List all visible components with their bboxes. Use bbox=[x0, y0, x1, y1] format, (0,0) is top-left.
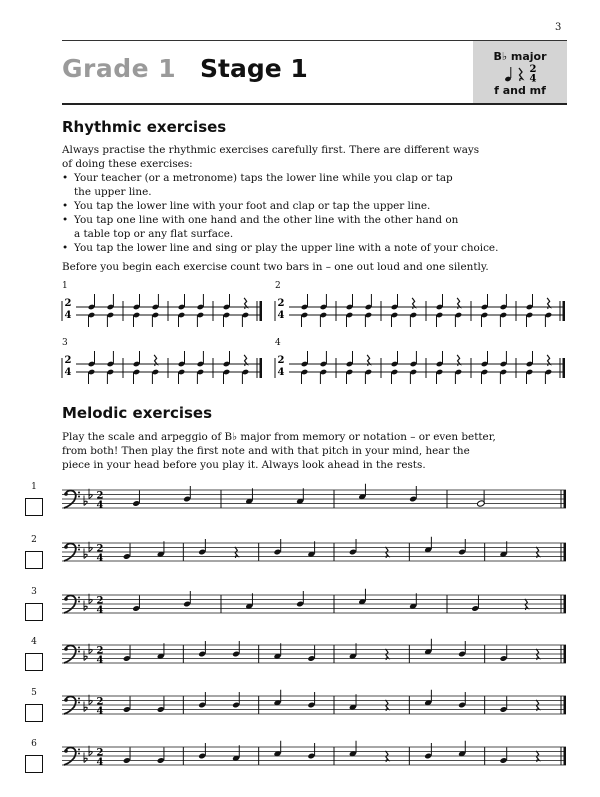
crotchet-rest bbox=[244, 298, 247, 309]
crotchet-rest bbox=[457, 298, 460, 309]
final-barline-thick bbox=[564, 747, 567, 765]
bullet-item: • You tap the lower line and sing or play the upper line with a note of your choice. bbox=[62, 241, 562, 255]
time-signature-numerator: 2 bbox=[96, 696, 104, 708]
crotchet-rest bbox=[547, 298, 550, 309]
key-box-time-sig-top: 2 bbox=[529, 64, 537, 75]
practice-checkbox[interactable] bbox=[25, 551, 43, 569]
final-barline-thick bbox=[260, 301, 263, 321]
time-signature-denominator: 4 bbox=[64, 310, 72, 321]
flat-body bbox=[89, 547, 92, 551]
flat-body bbox=[89, 751, 92, 755]
crotchet-rest bbox=[457, 355, 460, 366]
rhythmic-intro bbox=[62, 143, 562, 171]
key-box-time-sig-bottom: 4 bbox=[529, 73, 537, 83]
bass-clef-dot bbox=[78, 753, 80, 755]
bass-clef-dot bbox=[78, 549, 80, 551]
time-signature-numerator: 2 bbox=[277, 298, 285, 309]
melodic-exercise-number: 3 bbox=[31, 587, 37, 597]
melodic-exercise-number: 1 bbox=[31, 482, 37, 492]
melodic-intro bbox=[62, 430, 562, 472]
melodic-exercise-staff bbox=[62, 539, 566, 569]
crotchet-rest bbox=[385, 700, 388, 711]
melodic-heading: Melodic exercises bbox=[62, 404, 213, 422]
time-signature-numerator: 2 bbox=[64, 298, 72, 309]
rhythm-exercise-number: 3 bbox=[62, 338, 68, 348]
bass-clef-dot bbox=[78, 647, 80, 649]
bass-clef-dot bbox=[78, 651, 80, 653]
time-signature-denominator: 4 bbox=[96, 757, 104, 768]
rhythm-exercise-score bbox=[62, 293, 262, 333]
bass-clef-dot bbox=[78, 492, 80, 494]
crotchet-rest bbox=[536, 649, 539, 660]
crotchet-rest bbox=[154, 355, 157, 366]
key-dynamics: f and mf bbox=[494, 84, 546, 97]
time-signature-denominator: 4 bbox=[96, 655, 104, 666]
practice-checkbox[interactable] bbox=[25, 755, 43, 773]
rhythm-exercise-number: 2 bbox=[275, 281, 281, 291]
rhythmic-intro-line: Always practise the rhythmic exercises carefully first. There are different ways bbox=[62, 144, 480, 156]
rhythm-exercise-number: 1 bbox=[62, 281, 68, 291]
rhythm-exercise-number: 4 bbox=[275, 338, 281, 348]
melodic-exercise-staff bbox=[62, 743, 566, 773]
bass-clef-dot bbox=[78, 545, 80, 547]
crotchet-rest bbox=[536, 547, 539, 558]
melodic-exercise-number: 2 bbox=[31, 535, 37, 545]
key-box-symbols bbox=[473, 63, 567, 83]
melodic-intro-line: piece in your head before you play it. Always look ahead in the rests. bbox=[62, 459, 426, 471]
final-barline-thick bbox=[564, 595, 567, 613]
rhythm-exercise-score bbox=[275, 350, 565, 390]
crotchet-rest bbox=[244, 355, 247, 366]
time-signature-numerator: 2 bbox=[64, 355, 72, 366]
bass-clef-dot bbox=[64, 597, 68, 601]
bullet-item: • You tap one line with one hand and the other line with the other hand on a table top or any flat surface. bbox=[62, 213, 562, 241]
crotchet-rest bbox=[525, 599, 528, 610]
time-signature-denominator: 4 bbox=[277, 367, 285, 378]
crotchet-rest bbox=[235, 547, 238, 558]
final-barline-thick bbox=[564, 490, 567, 508]
crotchet-rest bbox=[536, 700, 539, 711]
rhythm-exercise-score bbox=[275, 293, 565, 333]
time-signature-denominator: 4 bbox=[96, 553, 104, 564]
crotchet-rest bbox=[547, 355, 550, 366]
melodic-intro-line: from both! Then play the first note and with that pitch in your mind, hear the bbox=[62, 445, 470, 457]
final-barline-thick bbox=[563, 358, 566, 378]
bullet-item: • Your teacher (or a metronome) taps the lower line while you clap or tap the upper line. bbox=[62, 171, 562, 199]
flat-body bbox=[89, 494, 92, 498]
time-signature-denominator: 4 bbox=[64, 367, 72, 378]
key-name: B♭ major bbox=[493, 50, 547, 63]
flat-body bbox=[89, 700, 92, 704]
rhythmic-bullet-list bbox=[62, 171, 562, 255]
bass-clef-dot bbox=[78, 749, 80, 751]
melodic-intro-line: Play the scale and arpeggio of B♭ major from memory or notation – or even better, bbox=[62, 431, 496, 443]
grade-title: Grade 1 bbox=[62, 54, 177, 83]
crotchet-icon bbox=[504, 67, 511, 82]
crotchet-rest bbox=[412, 298, 415, 309]
bass-clef-dot bbox=[64, 492, 68, 496]
final-barline-thick bbox=[564, 543, 567, 561]
crotchet-rest bbox=[385, 547, 388, 558]
time-signature-numerator: 2 bbox=[96, 645, 104, 657]
time-signature-numerator: 2 bbox=[96, 595, 104, 607]
final-barline-thick bbox=[564, 645, 567, 663]
bass-clef-dot bbox=[78, 601, 80, 603]
practice-checkbox[interactable] bbox=[25, 498, 43, 516]
melodic-exercise-number: 5 bbox=[31, 688, 37, 698]
time-signature-numerator: 2 bbox=[277, 355, 285, 366]
bullet-item: • You tap the lower line with your foot and clap or tap the upper line. bbox=[62, 199, 562, 213]
time-signature-numerator: 2 bbox=[96, 490, 104, 502]
key-info-box bbox=[473, 41, 567, 103]
bass-clef-dot bbox=[78, 702, 80, 704]
melodic-exercise-staff bbox=[62, 692, 566, 722]
bass-clef-dot bbox=[64, 698, 68, 702]
bass-clef-dot bbox=[64, 545, 68, 549]
crotchet-rest bbox=[367, 355, 370, 366]
time-signature-numerator: 2 bbox=[96, 543, 104, 555]
time-signature-numerator: 2 bbox=[96, 747, 104, 759]
stage-title: Stage 1 bbox=[200, 54, 308, 83]
rhythmic-heading: Rhythmic exercises bbox=[62, 118, 227, 136]
melodic-exercise-staff bbox=[62, 486, 566, 516]
time-signature-denominator: 4 bbox=[96, 500, 104, 511]
rhythm-exercise-score bbox=[62, 350, 262, 390]
time-signature-denominator: 4 bbox=[277, 310, 285, 321]
melodic-exercise-number: 6 bbox=[31, 739, 37, 749]
bass-clef-dot bbox=[64, 749, 68, 753]
time-signature-denominator: 4 bbox=[96, 605, 104, 616]
melodic-exercise-number: 4 bbox=[31, 637, 37, 647]
flat-body bbox=[89, 599, 92, 603]
bass-clef-dot bbox=[78, 496, 80, 498]
final-barline-thick bbox=[563, 301, 566, 321]
page-number: 3 bbox=[555, 22, 562, 33]
crotchet-rest bbox=[385, 751, 388, 762]
time-signature-denominator: 4 bbox=[96, 706, 104, 717]
header-rule-bottom bbox=[62, 103, 567, 105]
count-in-instruction: Before you begin each exercise count two bars in – one out loud and one silently. bbox=[62, 261, 489, 273]
melodic-exercise-staff bbox=[62, 641, 566, 671]
melodic-exercise-staff bbox=[62, 591, 566, 621]
final-barline-thick bbox=[260, 358, 263, 378]
practice-checkbox[interactable] bbox=[25, 704, 43, 722]
bass-clef-dot bbox=[64, 647, 68, 651]
practice-checkbox[interactable] bbox=[25, 603, 43, 621]
rhythmic-intro-line: of doing these exercises: bbox=[62, 158, 193, 170]
practice-checkbox[interactable] bbox=[25, 653, 43, 671]
bass-clef-dot bbox=[78, 698, 80, 700]
final-barline-thick bbox=[564, 696, 567, 714]
bass-clef-dot bbox=[78, 597, 80, 599]
crotchet-rest-icon bbox=[519, 68, 523, 81]
crotchet-rest bbox=[385, 649, 388, 660]
flat-body bbox=[89, 649, 92, 653]
crotchet-rest bbox=[536, 751, 539, 762]
